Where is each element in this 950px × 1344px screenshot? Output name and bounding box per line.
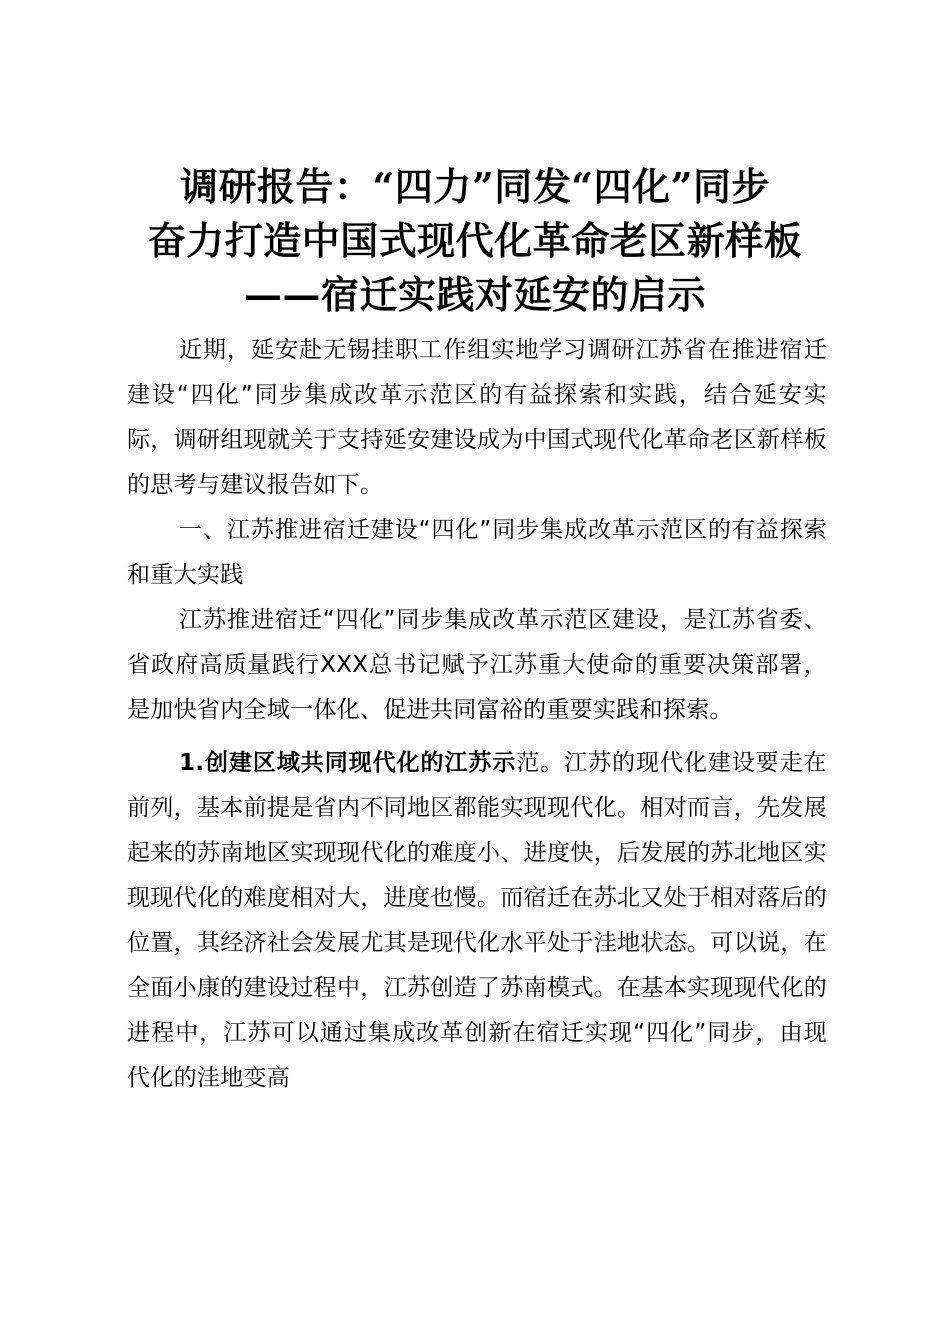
document-title	[100, 160, 850, 322]
intro-paragraph: 近期，延安赴无锡挂职工作组实地学习调研江苏省在推进宿迁建设“四化”同步集成改革示范区的有益探索和实践，结合延安实际，调研组现就关于支持延安建设成为中国式现代化革命老区新样板的思考与建议报告如下。	[127, 337, 827, 498]
section-1-paragraph: 江苏推进宿迁“四化”同步集成改革示范区建设，是江苏省委、省政府高质量践行XXX总书记赋予江苏重大使命的重要决策部署，是加快省内全域一体化、促进共同富裕的重要实践和探索。	[127, 607, 827, 723]
point-1-lead: 1.创建区域共同现代化的江苏示	[179, 750, 517, 776]
title-line-2: 奋力打造中国式现代化革命老区新样板	[147, 218, 803, 263]
title-line-1: 调研报告：“四力”同发“四化”同步	[180, 164, 770, 209]
subtitle-line: ——宿迁实践对延安的启示	[243, 272, 706, 317]
point-1-text: 范。江苏的现代化建设要走在前列，基本前提是省内不同地区都能实现现代化。相对而言，先发展起来的苏南地区实现现代化的难度小、进度快，后发展的苏北地区实现现代化的难度相对大，进度也慢。而宿迁在苏北又处于相对落后的位置，其经济社会发展尤其是现代化水平处于洼地状态。可以说，在全面小康的建设过程中，江苏创造了苏南模式。在基本实现现代化的进程中，江苏可以通过集成改革创新在宿迁实现“四化”同步，由现代化的洼地变高	[127, 750, 827, 1091]
point-1-paragraph	[127, 741, 827, 1101]
section-heading-1: 一、江苏推进宿迁建设“四化”同步集成改革示范区的有益探索和重大实践	[127, 517, 827, 588]
document-body	[127, 328, 827, 1101]
